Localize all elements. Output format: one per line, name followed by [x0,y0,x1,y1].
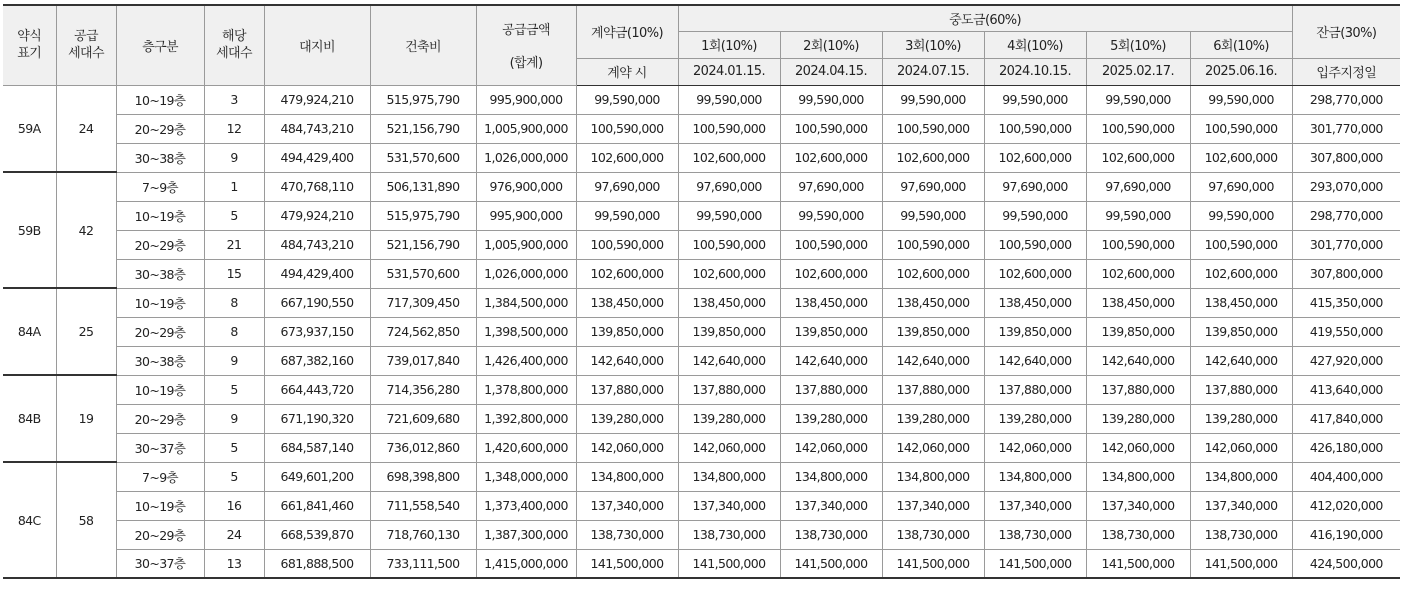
middle-payment-5-cell: 137,340,000 [1086,491,1190,520]
middle-payment-1-cell: 100,590,000 [678,114,780,143]
middle-payment-2-cell: 142,640,000 [780,346,882,375]
balance-cell: 417,840,000 [1292,404,1400,433]
header-installment-3: 3회(10%) [882,31,984,58]
land-cost-cell: 687,382,160 [264,346,370,375]
middle-payment-1-cell: 97,690,000 [678,172,780,201]
middle-payment-4-cell: 139,850,000 [984,317,1086,346]
table-row [3,462,1400,491]
floor-cell: 30~37층 [116,549,204,578]
header-type-line2: 표기 [17,46,42,62]
table-row [3,491,1400,520]
floor-cell: 10~19층 [116,375,204,404]
floor-cell: 10~19층 [116,201,204,230]
header-deposit-when: 계약 시 [576,58,678,85]
middle-payment-2-cell: 138,730,000 [780,520,882,549]
unit-count-cell: 15 [204,259,264,288]
land-cost-cell: 668,539,870 [264,520,370,549]
deposit-cell: 139,850,000 [576,317,678,346]
middle-payment-6-cell: 139,850,000 [1190,317,1292,346]
supply-total-cell: 1,026,000,000 [476,259,576,288]
deposit-cell: 99,590,000 [576,85,678,114]
building-cost-cell: 521,156,790 [370,230,476,259]
type-cell: 59B [3,172,56,288]
balance-cell: 426,180,000 [1292,433,1400,462]
middle-payment-6-cell: 100,590,000 [1190,114,1292,143]
table-body [3,85,1400,578]
unit-count-cell: 3 [204,85,264,114]
header-type [3,5,56,85]
header-land-cost: 대지비 [264,5,370,85]
header-installment-3-date: 2024.07.15. [882,58,984,85]
deposit-cell: 137,880,000 [576,375,678,404]
middle-payment-2-cell: 100,590,000 [780,114,882,143]
middle-payment-4-cell: 102,600,000 [984,259,1086,288]
middle-payment-3-cell: 134,800,000 [882,462,984,491]
unit-count-cell: 1 [204,172,264,201]
supply-units-cell: 25 [56,288,116,375]
land-cost-cell: 649,601,200 [264,462,370,491]
header-supply-units [56,5,116,85]
unit-count-cell: 13 [204,549,264,578]
middle-payment-3-cell: 100,590,000 [882,230,984,259]
deposit-cell: 99,590,000 [576,201,678,230]
middle-payment-2-cell: 137,880,000 [780,375,882,404]
middle-payment-1-cell: 142,060,000 [678,433,780,462]
supply-total-cell: 1,005,900,000 [476,230,576,259]
middle-payment-3-cell: 102,600,000 [882,143,984,172]
middle-payment-2-cell: 97,690,000 [780,172,882,201]
middle-payment-2-cell: 100,590,000 [780,230,882,259]
middle-payment-6-cell: 100,590,000 [1190,230,1292,259]
land-cost-cell: 681,888,500 [264,549,370,578]
supply-total-cell: 976,900,000 [476,172,576,201]
middle-payment-4-cell: 142,060,000 [984,433,1086,462]
land-cost-cell: 484,743,210 [264,230,370,259]
middle-payment-1-cell: 102,600,000 [678,143,780,172]
middle-payment-3-cell: 137,880,000 [882,375,984,404]
middle-payment-4-cell: 142,640,000 [984,346,1086,375]
type-cell: 84A [3,288,56,375]
floor-cell: 20~29층 [116,230,204,259]
deposit-cell: 134,800,000 [576,462,678,491]
table-row [3,201,1400,230]
floor-cell: 20~29층 [116,404,204,433]
building-cost-cell: 531,570,600 [370,259,476,288]
land-cost-cell: 479,924,210 [264,85,370,114]
deposit-cell: 141,500,000 [576,549,678,578]
middle-payment-4-cell: 137,880,000 [984,375,1086,404]
table-row [3,114,1400,143]
middle-payment-3-cell: 138,730,000 [882,520,984,549]
table-row [3,143,1400,172]
land-cost-cell: 664,443,720 [264,375,370,404]
table-row [3,230,1400,259]
middle-payment-6-cell: 142,060,000 [1190,433,1292,462]
building-cost-cell: 718,760,130 [370,520,476,549]
middle-payment-3-cell: 97,690,000 [882,172,984,201]
middle-payment-3-cell: 99,590,000 [882,85,984,114]
supply-total-cell: 1,398,500,000 [476,317,576,346]
middle-payment-4-cell: 137,340,000 [984,491,1086,520]
unit-count-cell: 21 [204,230,264,259]
middle-payment-6-cell: 102,600,000 [1190,143,1292,172]
table-row [3,85,1400,114]
middle-payment-2-cell: 102,600,000 [780,259,882,288]
middle-payment-5-cell: 99,590,000 [1086,201,1190,230]
land-cost-cell: 671,190,320 [264,404,370,433]
deposit-cell: 137,340,000 [576,491,678,520]
floor-cell: 10~19층 [116,288,204,317]
middle-payment-4-cell: 100,590,000 [984,114,1086,143]
middle-payment-1-cell: 138,730,000 [678,520,780,549]
table-header [3,5,1400,85]
land-cost-cell: 494,429,400 [264,259,370,288]
balance-cell: 301,770,000 [1292,230,1400,259]
middle-payment-5-cell: 139,850,000 [1086,317,1190,346]
middle-payment-2-cell: 99,590,000 [780,85,882,114]
header-balance-when: 입주지정일 [1292,58,1400,85]
middle-payment-1-cell: 137,880,000 [678,375,780,404]
building-cost-cell: 506,131,890 [370,172,476,201]
table-row [3,433,1400,462]
middle-payment-1-cell: 134,800,000 [678,462,780,491]
middle-payment-4-cell: 141,500,000 [984,549,1086,578]
floor-cell: 7~9층 [116,462,204,491]
header-middle-payment: 중도금(60%) [678,5,1292,31]
middle-payment-3-cell: 102,600,000 [882,259,984,288]
middle-payment-1-cell: 99,590,000 [678,85,780,114]
header-applicable-line2: 세대수 [216,46,252,62]
building-cost-cell: 724,562,850 [370,317,476,346]
middle-payment-3-cell: 139,280,000 [882,404,984,433]
supply-total-cell: 1,378,800,000 [476,375,576,404]
middle-payment-1-cell: 139,850,000 [678,317,780,346]
floor-cell: 30~38층 [116,259,204,288]
middle-payment-5-cell: 142,060,000 [1086,433,1190,462]
header-units-line2: 세대수 [68,46,104,62]
land-cost-cell: 470,768,110 [264,172,370,201]
middle-payment-1-cell: 141,500,000 [678,549,780,578]
table-row [3,375,1400,404]
middle-payment-5-cell: 102,600,000 [1086,143,1190,172]
middle-payment-3-cell: 138,450,000 [882,288,984,317]
middle-payment-6-cell: 134,800,000 [1190,462,1292,491]
floor-cell: 20~29층 [116,317,204,346]
balance-cell: 416,190,000 [1292,520,1400,549]
balance-cell: 293,070,000 [1292,172,1400,201]
middle-payment-5-cell: 137,880,000 [1086,375,1190,404]
middle-payment-5-cell: 100,590,000 [1086,230,1190,259]
middle-payment-5-cell: 97,690,000 [1086,172,1190,201]
land-cost-cell: 667,190,550 [264,288,370,317]
unit-count-cell: 5 [204,375,264,404]
supply-units-cell: 42 [56,172,116,288]
balance-cell: 415,350,000 [1292,288,1400,317]
supply-total-cell: 995,900,000 [476,85,576,114]
middle-payment-6-cell: 138,730,000 [1190,520,1292,549]
building-cost-cell: 711,558,540 [370,491,476,520]
middle-payment-1-cell: 142,640,000 [678,346,780,375]
middle-payment-2-cell: 142,060,000 [780,433,882,462]
deposit-cell: 138,450,000 [576,288,678,317]
deposit-cell: 142,060,000 [576,433,678,462]
middle-payment-5-cell: 142,640,000 [1086,346,1190,375]
balance-cell: 419,550,000 [1292,317,1400,346]
deposit-cell: 102,600,000 [576,143,678,172]
middle-payment-2-cell: 141,500,000 [780,549,882,578]
land-cost-cell: 661,841,460 [264,491,370,520]
middle-payment-4-cell: 102,600,000 [984,143,1086,172]
deposit-cell: 100,590,000 [576,114,678,143]
middle-payment-6-cell: 142,640,000 [1190,346,1292,375]
balance-cell: 298,770,000 [1292,85,1400,114]
header-balance: 잔금(30%) [1292,5,1400,58]
supply-total-cell: 1,348,000,000 [476,462,576,491]
table-row [3,288,1400,317]
middle-payment-4-cell: 99,590,000 [984,201,1086,230]
header-type-line1: 약식 [17,29,42,45]
middle-payment-4-cell: 134,800,000 [984,462,1086,491]
header-installment-1-date: 2024.01.15. [678,58,780,85]
middle-payment-6-cell: 97,690,000 [1190,172,1292,201]
middle-payment-1-cell: 139,280,000 [678,404,780,433]
middle-payment-4-cell: 139,280,000 [984,404,1086,433]
building-cost-cell: 733,111,500 [370,549,476,578]
middle-payment-4-cell: 99,590,000 [984,85,1086,114]
supply-total-cell: 995,900,000 [476,201,576,230]
middle-payment-2-cell: 99,590,000 [780,201,882,230]
deposit-cell: 139,280,000 [576,404,678,433]
balance-cell: 307,800,000 [1292,259,1400,288]
middle-payment-1-cell: 100,590,000 [678,230,780,259]
floor-cell: 30~37층 [116,433,204,462]
middle-payment-6-cell: 102,600,000 [1190,259,1292,288]
supply-units-cell: 24 [56,85,116,172]
building-cost-cell: 515,975,790 [370,201,476,230]
floor-cell: 7~9층 [116,172,204,201]
header-applicable-line1: 해당 [222,29,246,45]
middle-payment-1-cell: 137,340,000 [678,491,780,520]
middle-payment-5-cell: 141,500,000 [1086,549,1190,578]
middle-payment-5-cell: 138,730,000 [1086,520,1190,549]
unit-count-cell: 12 [204,114,264,143]
middle-payment-3-cell: 141,500,000 [882,549,984,578]
floor-cell: 20~29층 [116,114,204,143]
middle-payment-1-cell: 138,450,000 [678,288,780,317]
unit-count-cell: 5 [204,201,264,230]
header-installment-6: 6회(10%) [1190,31,1292,58]
middle-payment-1-cell: 99,590,000 [678,201,780,230]
deposit-cell: 138,730,000 [576,520,678,549]
unit-count-cell: 9 [204,404,264,433]
middle-payment-6-cell: 138,450,000 [1190,288,1292,317]
middle-payment-2-cell: 102,600,000 [780,143,882,172]
supply-price-table [3,4,1400,579]
land-cost-cell: 684,587,140 [264,433,370,462]
table-row [3,172,1400,201]
supply-total-cell: 1,026,000,000 [476,143,576,172]
price-table-wrapper [3,4,1400,579]
header-supply-total [476,5,576,85]
balance-cell: 307,800,000 [1292,143,1400,172]
middle-payment-6-cell: 99,590,000 [1190,201,1292,230]
table-row [3,549,1400,578]
middle-payment-2-cell: 138,450,000 [780,288,882,317]
header-installment-1: 1회(10%) [678,31,780,58]
building-cost-cell: 698,398,800 [370,462,476,491]
supply-total-cell: 1,387,300,000 [476,520,576,549]
header-installment-4: 4회(10%) [984,31,1086,58]
type-cell: 84B [3,375,56,462]
deposit-cell: 142,640,000 [576,346,678,375]
middle-payment-2-cell: 139,280,000 [780,404,882,433]
header-installment-2: 2회(10%) [780,31,882,58]
table-row [3,520,1400,549]
building-cost-cell: 531,570,600 [370,143,476,172]
balance-cell: 424,500,000 [1292,549,1400,578]
supply-total-cell: 1,005,900,000 [476,114,576,143]
middle-payment-4-cell: 100,590,000 [984,230,1086,259]
supply-total-cell: 1,384,500,000 [476,288,576,317]
floor-cell: 10~19층 [116,85,204,114]
building-cost-cell: 739,017,840 [370,346,476,375]
unit-count-cell: 8 [204,288,264,317]
middle-payment-2-cell: 139,850,000 [780,317,882,346]
middle-payment-6-cell: 137,340,000 [1190,491,1292,520]
building-cost-cell: 717,309,450 [370,288,476,317]
header-installment-5: 5회(10%) [1086,31,1190,58]
balance-cell: 301,770,000 [1292,114,1400,143]
unit-count-cell: 5 [204,433,264,462]
header-applicable-units [204,5,264,85]
land-cost-cell: 479,924,210 [264,201,370,230]
supply-total-cell: 1,415,000,000 [476,549,576,578]
deposit-cell: 97,690,000 [576,172,678,201]
balance-cell: 427,920,000 [1292,346,1400,375]
middle-payment-3-cell: 137,340,000 [882,491,984,520]
building-cost-cell: 714,356,280 [370,375,476,404]
deposit-cell: 100,590,000 [576,230,678,259]
middle-payment-3-cell: 142,060,000 [882,433,984,462]
middle-payment-5-cell: 99,590,000 [1086,85,1190,114]
middle-payment-1-cell: 102,600,000 [678,259,780,288]
unit-count-cell: 16 [204,491,264,520]
building-cost-cell: 736,012,860 [370,433,476,462]
supply-total-cell: 1,426,400,000 [476,346,576,375]
middle-payment-4-cell: 138,450,000 [984,288,1086,317]
middle-payment-5-cell: 100,590,000 [1086,114,1190,143]
middle-payment-2-cell: 137,340,000 [780,491,882,520]
land-cost-cell: 484,743,210 [264,114,370,143]
unit-count-cell: 9 [204,143,264,172]
header-deposit: 계약금(10%) [576,5,678,58]
table-row [3,346,1400,375]
header-installment-4-date: 2024.10.15. [984,58,1086,85]
table-row [3,317,1400,346]
middle-payment-3-cell: 99,590,000 [882,201,984,230]
balance-cell: 412,020,000 [1292,491,1400,520]
balance-cell: 413,640,000 [1292,375,1400,404]
middle-payment-6-cell: 137,880,000 [1190,375,1292,404]
supply-total-cell: 1,373,400,000 [476,491,576,520]
type-cell: 84C [3,462,56,578]
supply-units-cell: 58 [56,462,116,578]
middle-payment-5-cell: 102,600,000 [1086,259,1190,288]
type-cell: 59A [3,85,56,172]
middle-payment-5-cell: 139,280,000 [1086,404,1190,433]
middle-payment-5-cell: 134,800,000 [1086,462,1190,491]
land-cost-cell: 494,429,400 [264,143,370,172]
table-row [3,259,1400,288]
header-installment-2-date: 2024.04.15. [780,58,882,85]
building-cost-cell: 521,156,790 [370,114,476,143]
supply-total-cell: 1,420,600,000 [476,433,576,462]
header-units-line1: 공급 [74,29,98,45]
unit-count-cell: 9 [204,346,264,375]
table-row [3,404,1400,433]
floor-cell: 30~38층 [116,143,204,172]
middle-payment-4-cell: 97,690,000 [984,172,1086,201]
header-supply-line2: (합계) [509,56,543,72]
balance-cell: 404,400,000 [1292,462,1400,491]
header-installment-5-date: 2025.02.17. [1086,58,1190,85]
building-cost-cell: 515,975,790 [370,85,476,114]
middle-payment-6-cell: 139,280,000 [1190,404,1292,433]
floor-cell: 30~38층 [116,346,204,375]
unit-count-cell: 24 [204,520,264,549]
supply-units-cell: 19 [56,375,116,462]
middle-payment-3-cell: 100,590,000 [882,114,984,143]
middle-payment-4-cell: 138,730,000 [984,520,1086,549]
floor-cell: 10~19층 [116,491,204,520]
land-cost-cell: 673,937,150 [264,317,370,346]
middle-payment-5-cell: 138,450,000 [1086,288,1190,317]
header-installment-6-date: 2025.06.16. [1190,58,1292,85]
building-cost-cell: 721,609,680 [370,404,476,433]
deposit-cell: 102,600,000 [576,259,678,288]
floor-cell: 20~29층 [116,520,204,549]
header-floor: 층구분 [116,5,204,85]
middle-payment-6-cell: 141,500,000 [1190,549,1292,578]
header-building-cost: 건축비 [370,5,476,85]
middle-payment-2-cell: 134,800,000 [780,462,882,491]
unit-count-cell: 5 [204,462,264,491]
header-supply-line1: 공급금액 [502,23,550,39]
middle-payment-3-cell: 139,850,000 [882,317,984,346]
middle-payment-6-cell: 99,590,000 [1190,85,1292,114]
supply-total-cell: 1,392,800,000 [476,404,576,433]
unit-count-cell: 8 [204,317,264,346]
balance-cell: 298,770,000 [1292,201,1400,230]
middle-payment-3-cell: 142,640,000 [882,346,984,375]
